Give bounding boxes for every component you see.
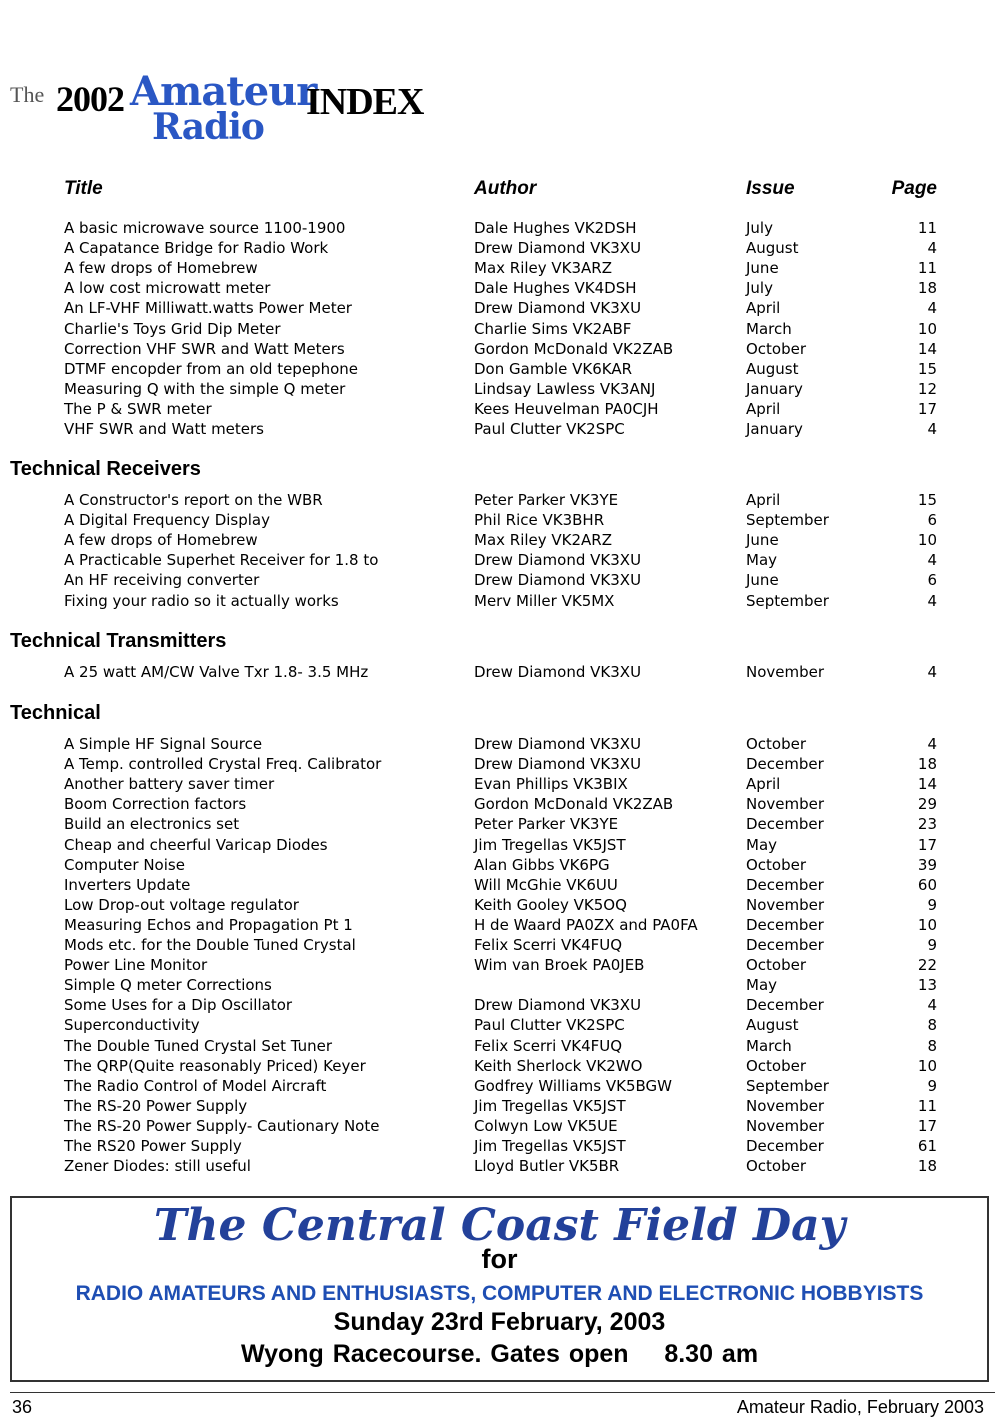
entry-title: Simple Q meter Corrections (64, 976, 272, 995)
ad-for: for (481, 1244, 518, 1274)
entry-page: 60 (917, 875, 937, 894)
entry-author: Kees Heuvelman PA0CJH (474, 399, 659, 418)
entry-page: 18 (917, 279, 937, 298)
index-row (0, 490, 1000, 510)
entry-page: 18 (917, 1157, 937, 1176)
entry-title: The RS-20 Power Supply- Cautionary Note (64, 1116, 380, 1135)
index-row (0, 835, 1000, 855)
entry-page: 4 (927, 239, 937, 258)
ad-venue: Wyong Racecourse. Gates open 8.30 am (240, 1340, 759, 1368)
entry-author: Keith Gooley VK5OQ (474, 895, 627, 914)
ad-subline: RADIO AMATEURS AND ENTHUSIASTS, COMPUTER AND ELECTRONIC HOBBYISTS (75, 1282, 924, 1305)
entry-issue: April (746, 775, 781, 794)
entry-author: H de Waard PA0ZX and PA0FA (474, 915, 698, 934)
entry-issue: November (746, 1096, 825, 1115)
entry-author: Max Riley VK2ARZ (474, 531, 613, 550)
entry-page: 10 (917, 915, 937, 934)
entry-page: 17 (917, 835, 937, 854)
masthead-logo-line2: Radio (152, 106, 264, 148)
index-row (0, 734, 1000, 754)
entry-title: Boom Correction factors (64, 795, 247, 814)
entry-title: A basic microwave source 1100-1900 (64, 219, 346, 237)
entry-page: 18 (917, 755, 937, 774)
entry-page: 22 (917, 956, 937, 975)
entry-author: Merv Miller VK5MX (474, 591, 615, 610)
index-row (0, 570, 1000, 590)
entry-author: Don Gamble VK6KAR (474, 359, 633, 378)
entry-page: 10 (917, 531, 937, 550)
entry-title: Mods etc. for the Double Tuned Crystal (64, 936, 356, 954)
entry-title: A Constructor's report on the WBR (64, 491, 323, 509)
entry-page: 23 (917, 815, 937, 834)
entry-title: DTMF encopder from an old tepephone (64, 359, 358, 378)
entry-author: Charlie Sims VK2ABF (474, 319, 632, 338)
entry-issue: October (746, 956, 807, 975)
index-row (0, 550, 1000, 570)
index-row (0, 814, 1000, 834)
entry-issue: December (746, 875, 824, 894)
entry-author: Drew Diamond VK3XU (474, 996, 642, 1015)
index-row (0, 1015, 1000, 1035)
index-row (0, 1136, 1000, 1156)
entry-author: Dale Hughes VK2DSH (474, 219, 637, 237)
entry-page: 9 (927, 1076, 937, 1095)
entry-issue: March (746, 1036, 792, 1055)
column-page-heading: Page (891, 178, 937, 199)
index-row (0, 339, 1000, 359)
entry-page: 8 (927, 1016, 937, 1035)
entry-issue: October (746, 339, 807, 358)
entry-page: 11 (917, 1096, 937, 1115)
entry-title: Computer Noise (64, 855, 185, 874)
entry-page: 17 (917, 1116, 937, 1135)
entry-page: 10 (917, 319, 937, 338)
entry-issue: November (746, 1116, 825, 1135)
entry-issue: July (746, 279, 773, 298)
entry-title: A few drops of Homebrew (64, 259, 258, 278)
entry-author: Drew Diamond VK3XU (474, 299, 642, 318)
entry-author: Alan Gibbs VK6PG (474, 855, 610, 874)
entry-issue: December (746, 755, 824, 774)
index-row (0, 278, 1000, 298)
entry-title: A Temp. controlled Crystal Freq. Calibrator (64, 755, 382, 774)
index-row (0, 419, 1000, 439)
index-row (0, 955, 1000, 975)
index-row (0, 915, 1000, 935)
entry-page: 6 (927, 571, 937, 590)
index-row (0, 754, 1000, 774)
entry-page: 4 (927, 663, 937, 681)
entry-title: Build an electronics set (64, 815, 240, 834)
entry-author: Dale Hughes VK4DSH (474, 279, 637, 298)
index-row (0, 298, 1000, 318)
entry-title: Another battery saver timer (64, 775, 275, 794)
entry-title: The QRP(Quite reasonably Priced) Keyer (64, 1056, 366, 1075)
masthead-year: 2002 (56, 79, 124, 119)
section-heading: Technical (10, 702, 101, 724)
entry-issue: June (746, 531, 779, 550)
entry-author: Colwyn Low VK5UE (474, 1116, 618, 1135)
entry-author: Evan Phillips VK3BIX (474, 775, 628, 794)
masthead-the: The (10, 82, 45, 107)
entry-issue: October (746, 735, 807, 753)
entry-issue: December (746, 1137, 824, 1155)
index-row (0, 662, 1000, 682)
index-row (0, 875, 1000, 895)
entry-author: Gordon McDonald VK2ZAB (474, 795, 674, 814)
section-heading: Technical Receivers (10, 458, 201, 480)
index-row (0, 1056, 1000, 1076)
entry-title: The P & SWR meter (64, 399, 212, 418)
entry-page: 9 (927, 936, 937, 954)
entry-title: The RS20 Power Supply (64, 1137, 242, 1155)
index-row (0, 530, 1000, 550)
entry-issue: July (746, 219, 773, 237)
entry-title: Correction VHF SWR and Watt Meters (64, 339, 345, 358)
entry-issue: May (746, 976, 778, 995)
entry-issue: January (746, 420, 803, 438)
entry-issue: November (746, 795, 825, 814)
entry-author: Paul Clutter VK2SPC (474, 420, 625, 438)
entry-author: Drew Diamond VK3XU (474, 755, 642, 774)
entry-issue: August (746, 359, 799, 378)
entry-issue: August (746, 1016, 799, 1035)
entry-author: Drew Diamond VK3XU (474, 735, 642, 753)
entry-issue: October (746, 1056, 807, 1075)
entry-issue: June (746, 571, 779, 590)
entry-page: 14 (917, 775, 937, 794)
entry-page: 12 (917, 379, 937, 398)
entry-page: 39 (917, 855, 937, 874)
entry-page: 9 (927, 895, 937, 914)
entry-title: The Radio Control of Model Aircraft (64, 1076, 327, 1095)
entry-author: Paul Clutter VK2SPC (474, 1016, 625, 1035)
section-heading: Technical Transmitters (10, 630, 227, 652)
entry-author: Phil Rice VK3BHR (474, 511, 605, 530)
entry-title: Measuring Q with the simple Q meter (64, 379, 346, 398)
entry-page: 15 (917, 491, 937, 509)
entry-title: An LF-VHF Milliwatt.watts Power Meter (64, 299, 352, 318)
entry-author: Felix Scerri VK4FUQ (474, 1036, 623, 1055)
index-row (0, 591, 1000, 611)
index-row (0, 258, 1000, 278)
entry-author: Peter Parker VK3YE (474, 491, 619, 509)
entry-page: 17 (917, 399, 937, 418)
entry-title: A Practicable Superhet Receiver for 1.8 to (64, 551, 379, 570)
entry-page: 11 (917, 219, 937, 237)
entry-issue: April (746, 299, 781, 318)
index-row (0, 794, 1000, 814)
index-row (0, 510, 1000, 530)
index-row (0, 975, 1000, 995)
column-title-heading: Title (64, 178, 103, 199)
entry-page: 29 (917, 795, 937, 814)
entry-author: Jim Tregellas VK5JST (474, 1096, 626, 1115)
index-row (0, 1096, 1000, 1116)
entry-author: Jim Tregellas VK5JST (474, 835, 626, 854)
index-row (0, 359, 1000, 379)
entry-page: 13 (917, 976, 937, 995)
index-row (0, 399, 1000, 419)
page-number: 36 (12, 1397, 33, 1417)
index-row (0, 855, 1000, 875)
entry-title: Power Line Monitor (64, 956, 208, 975)
index-row (0, 895, 1000, 915)
entry-author: Godfrey Williams VK5BGW (474, 1076, 672, 1095)
entry-issue: October (746, 855, 807, 874)
entry-title: A low cost microwatt meter (64, 279, 271, 298)
masthead-index: INDEX (306, 81, 424, 123)
entry-page: 6 (927, 511, 937, 530)
index-row (0, 218, 1000, 238)
entry-issue: January (746, 379, 803, 398)
entry-issue: September (746, 511, 829, 530)
index-row (0, 774, 1000, 794)
masthead-logo-line1: Amateur (130, 68, 317, 115)
footer-divider (10, 1392, 995, 1393)
event-advertisement (10, 1196, 989, 1382)
entry-page: 4 (927, 299, 937, 318)
entry-issue: September (746, 591, 829, 610)
entry-author: Drew Diamond VK3XU (474, 571, 642, 590)
entry-issue: November (746, 895, 825, 914)
ad-date: Sunday 23rd February, 2003 (333, 1308, 666, 1336)
column-issue-heading: Issue (746, 178, 795, 199)
entry-issue: March (746, 319, 792, 338)
entry-title: The Double Tuned Crystal Set Tuner (64, 1036, 333, 1055)
entry-author: Wim van Broek PA0JEB (474, 956, 645, 975)
entry-issue: June (746, 259, 779, 278)
entry-issue: October (746, 1157, 807, 1176)
entry-title: Some Uses for a Dip Oscillator (64, 996, 293, 1015)
index-row (0, 1036, 1000, 1056)
entry-issue: April (746, 399, 781, 418)
entry-title: VHF SWR and Watt meters (64, 420, 264, 438)
entry-author: Jim Tregellas VK5JST (474, 1137, 626, 1155)
entry-author: Keith Sherlock VK2WO (474, 1056, 643, 1075)
entry-page: 4 (927, 735, 937, 753)
entry-title: Low Drop-out voltage regulator (64, 895, 299, 914)
index-row (0, 995, 1000, 1015)
ad-headline: The Central Coast Field Day (153, 1200, 846, 1251)
entry-page: 14 (917, 339, 937, 358)
publication-credit: Amateur Radio, February 2003 (736, 1397, 984, 1417)
entry-issue: December (746, 996, 824, 1015)
entry-issue: August (746, 239, 799, 258)
entry-issue: December (746, 815, 824, 834)
entry-author: Drew Diamond VK3XU (474, 551, 642, 570)
index-row (0, 238, 1000, 258)
entry-title: Zener Diodes: still useful (64, 1157, 251, 1176)
entry-title: The RS-20 Power Supply (64, 1096, 248, 1115)
entry-page: 4 (927, 591, 937, 610)
entry-title: A Simple HF Signal Source (64, 735, 263, 753)
entry-page: 10 (917, 1056, 937, 1075)
entry-title: A Capatance Bridge for Radio Work (64, 239, 329, 258)
entry-title: Cheap and cheerful Varicap Diodes (64, 835, 328, 854)
column-author-heading: Author (474, 178, 537, 199)
entry-author: Lindsay Lawless VK3ANJ (474, 379, 656, 398)
column-headings (0, 178, 1000, 202)
entry-page: 11 (917, 259, 937, 278)
entry-issue: December (746, 936, 824, 954)
entry-page: 61 (917, 1137, 937, 1155)
entry-title: A 25 watt AM/CW Valve Txr 1.8- 3.5 MHz (64, 663, 369, 681)
index-row (0, 319, 1000, 339)
index-row (0, 935, 1000, 955)
entry-title: Charlie's Toys Grid Dip Meter (64, 319, 281, 338)
entry-title: A Digital Frequency Display (64, 511, 270, 530)
entry-author: Lloyd Butler VK5BR (474, 1157, 620, 1176)
index-row (0, 1076, 1000, 1096)
entry-author: Drew Diamond VK3XU (474, 239, 642, 258)
index-row (0, 379, 1000, 399)
entry-issue: April (746, 491, 781, 509)
masthead (10, 68, 430, 152)
entry-page: 4 (927, 420, 937, 438)
entry-page: 4 (927, 551, 937, 570)
index-row (0, 1116, 1000, 1136)
entry-author: Drew Diamond VK3XU (474, 663, 642, 681)
entry-author: Felix Scerri VK4FUQ (474, 936, 623, 954)
entry-author: Gordon McDonald VK2ZAB (474, 339, 674, 358)
entry-title: Measuring Echos and Propagation Pt 1 (64, 915, 353, 934)
entry-issue: September (746, 1076, 829, 1095)
entry-title: Fixing your radio so it actually works (64, 591, 339, 610)
entry-page: 4 (927, 996, 937, 1015)
entry-issue: May (746, 835, 778, 854)
entry-issue: November (746, 663, 825, 681)
entry-title: Inverters Update (64, 875, 191, 894)
entry-title: An HF receiving converter (64, 571, 260, 590)
entry-title: Superconductivity (64, 1016, 200, 1035)
entry-issue: May (746, 551, 778, 570)
entry-page: 8 (927, 1036, 937, 1055)
entry-issue: December (746, 915, 824, 934)
entry-author: Max Riley VK3ARZ (474, 259, 613, 278)
index-row (0, 1156, 1000, 1176)
entry-title: A few drops of Homebrew (64, 531, 258, 550)
entry-page: 15 (917, 359, 937, 378)
entry-author: Will McGhie VK6UU (474, 875, 618, 894)
entry-author: Peter Parker VK3YE (474, 815, 619, 834)
